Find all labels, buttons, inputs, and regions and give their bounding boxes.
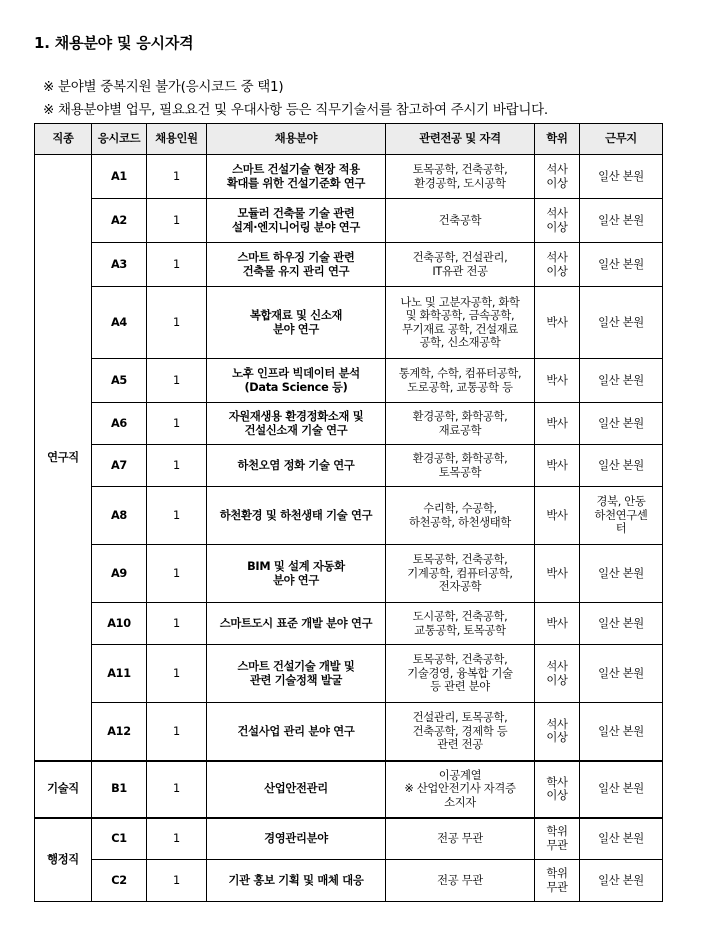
table-row xyxy=(35,703,663,761)
major-cell: 이공계열 ※ 산업안전기사 자격증 소지자 xyxy=(386,761,535,818)
count-cell: 1 xyxy=(147,645,207,703)
degree-cell: 석사 이상 xyxy=(535,199,580,243)
count-cell: 1 xyxy=(147,603,207,645)
count-cell: 1 xyxy=(147,761,207,818)
location-cell: 경북, 안동 하천연구센 터 xyxy=(580,487,663,545)
major-cell: 환경공학, 화학공학, 재료공학 xyxy=(386,403,535,445)
field-cell: 모듈러 건축물 기술 관련 설계·엔지니어링 분야 연구 xyxy=(207,199,386,243)
degree-cell: 박사 xyxy=(535,545,580,603)
code-cell: A6 xyxy=(92,403,147,445)
code-cell: B1 xyxy=(92,761,147,818)
degree-cell: 석사 이상 xyxy=(535,155,580,199)
degree-cell: 석사 이상 xyxy=(535,703,580,761)
code-cell: C1 xyxy=(92,818,147,860)
table-row xyxy=(35,287,663,359)
table-row xyxy=(35,818,663,860)
field-cell: 기관 홍보 기획 및 매체 대응 xyxy=(207,860,386,902)
field-cell: 복합재료 및 신소재 분야 연구 xyxy=(207,287,386,359)
count-cell: 1 xyxy=(147,199,207,243)
table-row xyxy=(35,860,663,902)
location-cell: 일산 본원 xyxy=(580,155,663,199)
degree-cell: 박사 xyxy=(535,359,580,403)
degree-cell: 박사 xyxy=(535,445,580,487)
code-cell: A8 xyxy=(92,487,147,545)
count-cell: 1 xyxy=(147,243,207,287)
table-row xyxy=(35,199,663,243)
group-technical: 기술직 xyxy=(35,761,92,818)
count-cell: 1 xyxy=(147,287,207,359)
field-cell: 스마트 건설기술 현장 적용 확대를 위한 건설기준화 연구 xyxy=(207,155,386,199)
header-job-type: 직종 xyxy=(35,124,92,155)
field-cell: 스마트 건설기술 개발 및 관련 기술정책 발굴 xyxy=(207,645,386,703)
location-cell: 일산 본원 xyxy=(580,818,663,860)
degree-cell: 학위 무관 xyxy=(535,860,580,902)
table-row xyxy=(35,403,663,445)
header-degree: 학위 xyxy=(535,124,580,155)
code-cell: A1 xyxy=(92,155,147,199)
count-cell: 1 xyxy=(147,487,207,545)
table-row xyxy=(35,545,663,603)
major-cell: 전공 무관 xyxy=(386,818,535,860)
group-administrative: 행정직 xyxy=(35,818,92,902)
count-cell: 1 xyxy=(147,818,207,860)
degree-cell: 박사 xyxy=(535,603,580,645)
major-cell: 통계학, 수학, 컴퓨터공학, 도로공학, 교통공학 등 xyxy=(386,359,535,403)
field-cell: 하천환경 및 하천생태 기술 연구 xyxy=(207,487,386,545)
code-cell: A2 xyxy=(92,199,147,243)
table-body xyxy=(35,155,663,902)
code-cell: A10 xyxy=(92,603,147,645)
code-cell: A5 xyxy=(92,359,147,403)
degree-cell: 박사 xyxy=(535,487,580,545)
degree-cell: 석사 이상 xyxy=(535,645,580,703)
table-row xyxy=(35,487,663,545)
table-row xyxy=(35,359,663,403)
major-cell: 수리학, 수공학, 하천공학, 하천생태학 xyxy=(386,487,535,545)
field-cell: 스마트 하우징 기술 관련 건축물 유지 관리 연구 xyxy=(207,243,386,287)
count-cell: 1 xyxy=(147,703,207,761)
recruitment-table xyxy=(34,123,663,902)
header-major: 관련전공 및 자격 xyxy=(386,124,535,155)
degree-cell: 석사 이상 xyxy=(535,243,580,287)
count-cell: 1 xyxy=(147,545,207,603)
major-cell: 토목공학, 건축공학, 기술경영, 융복합 기술 등 관련 분야 xyxy=(386,645,535,703)
header-location: 근무지 xyxy=(580,124,663,155)
major-cell: 도시공학, 건축공학, 교통공학, 토목공학 xyxy=(386,603,535,645)
code-cell: A3 xyxy=(92,243,147,287)
table-row xyxy=(35,243,663,287)
code-cell: A7 xyxy=(92,445,147,487)
location-cell: 일산 본원 xyxy=(580,199,663,243)
field-cell: BIM 및 설계 자동화 분야 연구 xyxy=(207,545,386,603)
field-cell: 노후 인프라 빅데이터 분석 (Data Science 등) xyxy=(207,359,386,403)
major-cell: 토목공학, 건축공학, 기계공학, 컴퓨터공학, 전자공학 xyxy=(386,545,535,603)
table-row xyxy=(35,603,663,645)
field-cell: 스마트도시 표준 개발 분야 연구 xyxy=(207,603,386,645)
location-cell: 일산 본원 xyxy=(580,761,663,818)
field-cell: 자원재생용 환경정화소재 및 건설신소재 기술 연구 xyxy=(207,403,386,445)
major-cell: 나노 및 고분자공학, 화학 및 화학공학, 금속공학, 무기재료 공학, 건설재료 공학, 신소재공학 xyxy=(386,287,535,359)
note-no-duplicate: ※ 분야별 중복지원 불가(응시코드 중 택1) xyxy=(43,79,284,95)
location-cell: 일산 본원 xyxy=(580,860,663,902)
header-code: 응시코드 xyxy=(92,124,147,155)
count-cell: 1 xyxy=(147,403,207,445)
group-research: 연구직 xyxy=(35,155,92,761)
header-field: 채용분야 xyxy=(207,124,386,155)
major-cell: 토목공학, 건축공학, 환경공학, 도시공학 xyxy=(386,155,535,199)
count-cell: 1 xyxy=(147,359,207,403)
degree-cell: 박사 xyxy=(535,403,580,445)
count-cell: 1 xyxy=(147,445,207,487)
location-cell: 일산 본원 xyxy=(580,545,663,603)
major-cell: 건축공학 xyxy=(386,199,535,243)
major-cell: 환경공학, 화학공학, 토목공학 xyxy=(386,445,535,487)
location-cell: 일산 본원 xyxy=(580,359,663,403)
count-cell: 1 xyxy=(147,155,207,199)
table-row xyxy=(35,761,663,818)
major-cell: 건축공학, 건설관리, IT유관 전공 xyxy=(386,243,535,287)
field-cell: 건설사업 관리 분야 연구 xyxy=(207,703,386,761)
field-cell: 산업안전관리 xyxy=(207,761,386,818)
major-cell: 전공 무관 xyxy=(386,860,535,902)
table-row xyxy=(35,155,663,199)
field-cell: 경영관리분야 xyxy=(207,818,386,860)
major-cell: 건설관리, 토목공학, 건축공학, 경제학 등 관련 전공 xyxy=(386,703,535,761)
code-cell: A12 xyxy=(92,703,147,761)
location-cell: 일산 본원 xyxy=(580,445,663,487)
code-cell: A11 xyxy=(92,645,147,703)
code-cell: C2 xyxy=(92,860,147,902)
section-title: 1. 채용분야 및 응시자격 xyxy=(34,34,194,52)
location-cell: 일산 본원 xyxy=(580,403,663,445)
field-cell: 하천오염 정화 기술 연구 xyxy=(207,445,386,487)
degree-cell: 학사 이상 xyxy=(535,761,580,818)
note-job-description: ※ 채용분야별 업무, 필요요건 및 우대사항 등은 직무기술서를 참고하여 주시기 바랍니다. xyxy=(43,102,548,118)
location-cell: 일산 본원 xyxy=(580,703,663,761)
table-row xyxy=(35,445,663,487)
location-cell: 일산 본원 xyxy=(580,287,663,359)
degree-cell: 박사 xyxy=(535,287,580,359)
table-header-row xyxy=(35,124,663,155)
code-cell: A4 xyxy=(92,287,147,359)
code-cell: A9 xyxy=(92,545,147,603)
count-cell: 1 xyxy=(147,860,207,902)
location-cell: 일산 본원 xyxy=(580,645,663,703)
location-cell: 일산 본원 xyxy=(580,603,663,645)
header-count: 채용인원 xyxy=(147,124,207,155)
location-cell: 일산 본원 xyxy=(580,243,663,287)
degree-cell: 학위 무관 xyxy=(535,818,580,860)
table-row xyxy=(35,645,663,703)
